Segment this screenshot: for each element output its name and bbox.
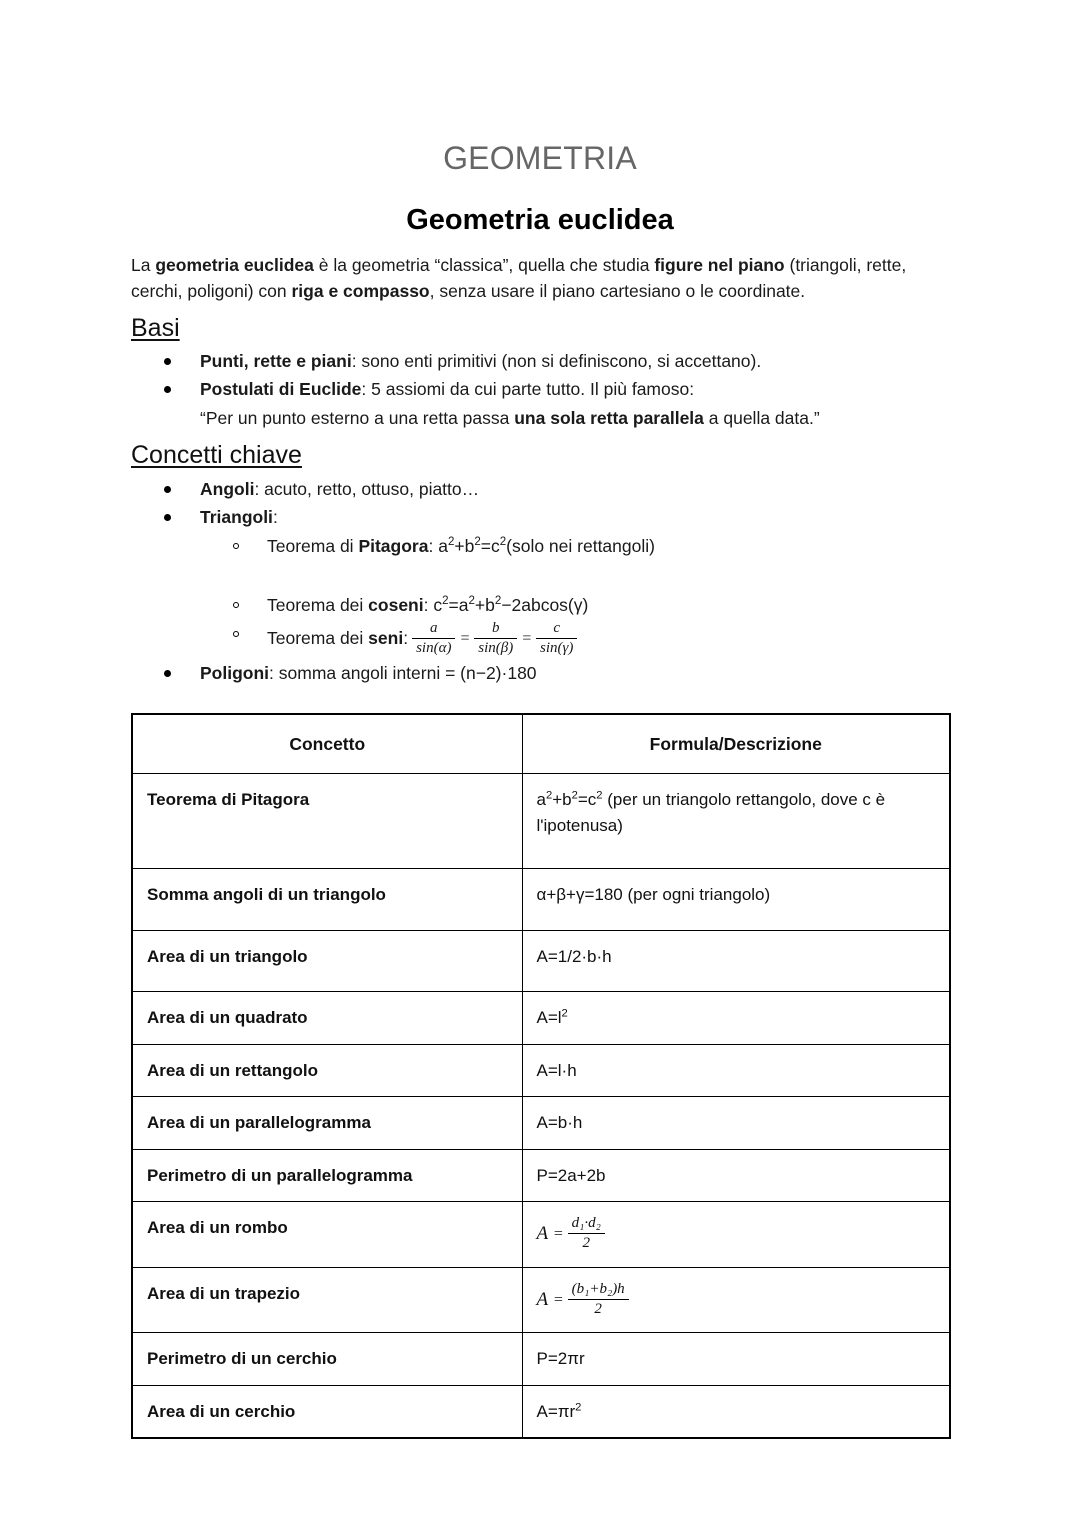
sublist-item-coseni <box>200 592 949 619</box>
circle-bullet-icon <box>233 602 239 608</box>
bullet-icon <box>164 486 171 493</box>
teoremi-sublist <box>200 533 949 658</box>
formula-sup: 2 <box>499 536 507 549</box>
basi-quote <box>131 405 949 432</box>
list-item <box>131 376 949 403</box>
intro-paragraph <box>131 252 949 305</box>
cell-concept: Area di un cerchio <box>132 1385 522 1438</box>
cell-formula: A=b·h <box>522 1097 950 1150</box>
equals-sign: = <box>459 630 471 648</box>
teorema-prefix: Teorema di <box>267 535 359 556</box>
table-row <box>132 774 950 869</box>
cell-formula <box>522 774 950 869</box>
table-row <box>132 1267 950 1333</box>
table-header-row <box>132 714 950 774</box>
formula-sup: 2 <box>447 536 455 549</box>
cell-concept: Somma angoli di un triangolo <box>132 869 522 931</box>
cell-concept: Area di un triangolo <box>132 930 522 992</box>
cell-formula: P=2a+2b <box>522 1149 950 1202</box>
list-item-text: : 5 assiomi da cui parte tutto. Il più famoso: <box>361 379 695 400</box>
intro-bold-2: figure nel piano <box>654 254 785 275</box>
document-content <box>131 140 949 1439</box>
fraction-denominator: 2 <box>582 1234 590 1251</box>
formula-sup: 2 <box>474 536 481 549</box>
heading-concetti-chiave <box>131 440 949 471</box>
list-item-term: Triangoli <box>200 506 273 527</box>
teorema-term: coseni <box>368 595 424 616</box>
fraction-denominator: 2 <box>594 1300 602 1317</box>
formula-lhs: A <box>536 1288 549 1310</box>
cell-formula: A=1/2·b·h <box>522 930 950 992</box>
cell-concept: Perimetro di un cerchio <box>132 1333 522 1386</box>
fraction-numerator: d₁·d₂ <box>568 1215 605 1234</box>
column-header-concetto: Concetto <box>132 714 522 774</box>
formula-part: : c <box>423 595 443 616</box>
fraction-trapezio <box>568 1281 629 1318</box>
formula-sup: 2 <box>545 789 553 802</box>
quote-text-1: “Per un punto esterno a una retta passa <box>200 408 515 429</box>
table-row <box>132 1333 950 1386</box>
table-body <box>132 774 950 1439</box>
concetti-list <box>131 476 949 687</box>
formula-part: (per un triangolo rettangolo, dove c è l'ipotenusa) <box>536 790 886 835</box>
cell-concept: Perimetro di un parallelogramma <box>132 1149 522 1202</box>
cell-concept: Area di un trapezio <box>132 1267 522 1333</box>
table-row <box>132 930 950 992</box>
quote-text-2: a quella data.” <box>703 408 820 429</box>
heading-basi <box>131 313 949 344</box>
formula-part: =c <box>577 790 597 810</box>
list-item-text: : somma angoli interni = (n−2)·180 <box>269 662 537 683</box>
section-title: Geometria euclidea <box>406 203 674 236</box>
fraction-denominator: sin(γ) <box>540 639 574 656</box>
formula-part: −2abcos(γ) <box>501 595 589 616</box>
list-item <box>131 348 949 375</box>
formula-part: +b <box>474 595 495 616</box>
list-item-text: : <box>272 506 278 527</box>
table-row <box>132 1097 950 1150</box>
formula-part: A=l <box>536 1008 562 1028</box>
circle-bullet-icon <box>233 631 239 637</box>
table-head <box>132 714 950 774</box>
intro-text-2: è la geometria “classica”, quella che studia <box>313 254 655 275</box>
intro-text-4: , senza usare il piano cartesiano o le coordinate. <box>429 281 806 302</box>
fraction-a-over-sin-alpha <box>412 620 455 657</box>
cell-formula <box>522 1202 950 1268</box>
basi-list <box>131 348 949 403</box>
formula-sup: 2 <box>494 595 502 608</box>
fraction-c-over-sin-gamma <box>536 620 577 657</box>
table-row <box>132 992 950 1045</box>
cell-formula: α+β+γ=180 (per ogni triangolo) <box>522 869 950 931</box>
list-item-angoli <box>131 476 949 503</box>
cell-concept: Area di un quadrato <box>132 992 522 1045</box>
formula-part: =c <box>480 535 500 556</box>
formula-sup: 2 <box>442 595 449 608</box>
formula-part: +b <box>552 790 572 810</box>
intro-bold-3: riga e compasso <box>291 281 430 302</box>
bullet-icon <box>164 514 171 521</box>
formula-part: =a <box>448 595 469 616</box>
table-row <box>132 1202 950 1268</box>
sublist-item-pitagora <box>200 533 949 560</box>
formula-part: A=πr <box>536 1401 576 1421</box>
fraction-denominator: sin(α) <box>416 639 452 656</box>
teorema-term: Pitagora <box>358 535 429 556</box>
column-header-formula: Formula/Descrizione <box>522 714 950 774</box>
bullet-icon <box>164 670 171 677</box>
teorema-prefix: Teorema dei <box>267 628 369 649</box>
cell-formula <box>522 1267 950 1333</box>
list-item-text: : acuto, retto, ottuso, piatto… <box>254 478 480 499</box>
sublist-spacer <box>200 562 949 590</box>
formula-part: (solo nei rettangoli) <box>506 535 655 556</box>
circle-bullet-icon <box>233 543 239 549</box>
list-item-term: Punti, rette e piani <box>200 351 352 372</box>
equals-sign: = <box>552 1291 564 1309</box>
formula-table <box>131 713 951 1439</box>
intro-bold-1: geometria euclidea <box>155 254 314 275</box>
list-item-term: Postulati di Euclide <box>200 379 362 400</box>
list-item-text: : sono enti primitivi (non si definiscono, si accettano). <box>351 351 762 372</box>
heading-basi-label: Basi <box>131 313 180 342</box>
fraction-b-over-sin-beta <box>474 620 517 657</box>
teorema-colon: : <box>403 628 409 649</box>
list-item-poligoni <box>131 660 949 687</box>
cell-formula <box>522 992 950 1045</box>
sublist-item-seni <box>200 621 949 658</box>
formula-sup: 2 <box>561 1007 568 1020</box>
cell-formula: P=2πr <box>522 1333 950 1386</box>
bullet-icon <box>164 386 171 393</box>
fraction-numerator: b <box>474 620 517 639</box>
table-row <box>132 869 950 931</box>
document-title: GEOMETRIA <box>443 140 637 176</box>
formula-sup: 2 <box>468 595 475 608</box>
intro-text-3: (triangoli, rette, cerchi, poligoni) con <box>131 254 907 302</box>
cell-formula: A=l·h <box>522 1044 950 1097</box>
cell-concept: Area di un parallelogramma <box>132 1097 522 1150</box>
formula-part: a <box>536 790 546 810</box>
formula-sup: 2 <box>571 789 578 802</box>
formula-sup: 2 <box>575 1401 582 1414</box>
formula-part: : a <box>428 535 448 556</box>
list-item-term: Poligoni <box>200 662 270 683</box>
table-row <box>132 1149 950 1202</box>
cell-formula <box>522 1385 950 1438</box>
quote-bold: una sola retta parallela <box>514 408 704 429</box>
cell-concept: Teorema di Pitagora <box>132 774 522 869</box>
fraction-numerator: c <box>536 620 577 639</box>
formula-sup: 2 <box>596 789 603 802</box>
fraction-rombo <box>568 1215 605 1252</box>
fraction-numerator: a <box>412 620 455 639</box>
teorema-prefix: Teorema dei <box>267 595 369 616</box>
formula-lhs: A <box>536 1223 549 1245</box>
equals-sign: = <box>521 630 533 648</box>
fraction-denominator: sin(β) <box>478 639 514 656</box>
table-row <box>132 1385 950 1438</box>
formula-part: +b <box>454 535 475 556</box>
equals-sign: = <box>552 1225 564 1243</box>
bullet-icon <box>164 358 171 365</box>
list-item-triangoli <box>131 504 949 658</box>
teorema-term: seni <box>368 628 404 649</box>
cell-concept: Area di un rettangolo <box>132 1044 522 1097</box>
fraction-numerator: (b₁+b₂)h <box>568 1281 629 1300</box>
heading-concetti-chiave-label: Concetti chiave <box>131 441 302 470</box>
table-row <box>132 1044 950 1097</box>
intro-text-1: La <box>131 254 156 275</box>
list-item-term: Angoli <box>200 478 255 499</box>
cell-concept: Area di un rombo <box>132 1202 522 1268</box>
